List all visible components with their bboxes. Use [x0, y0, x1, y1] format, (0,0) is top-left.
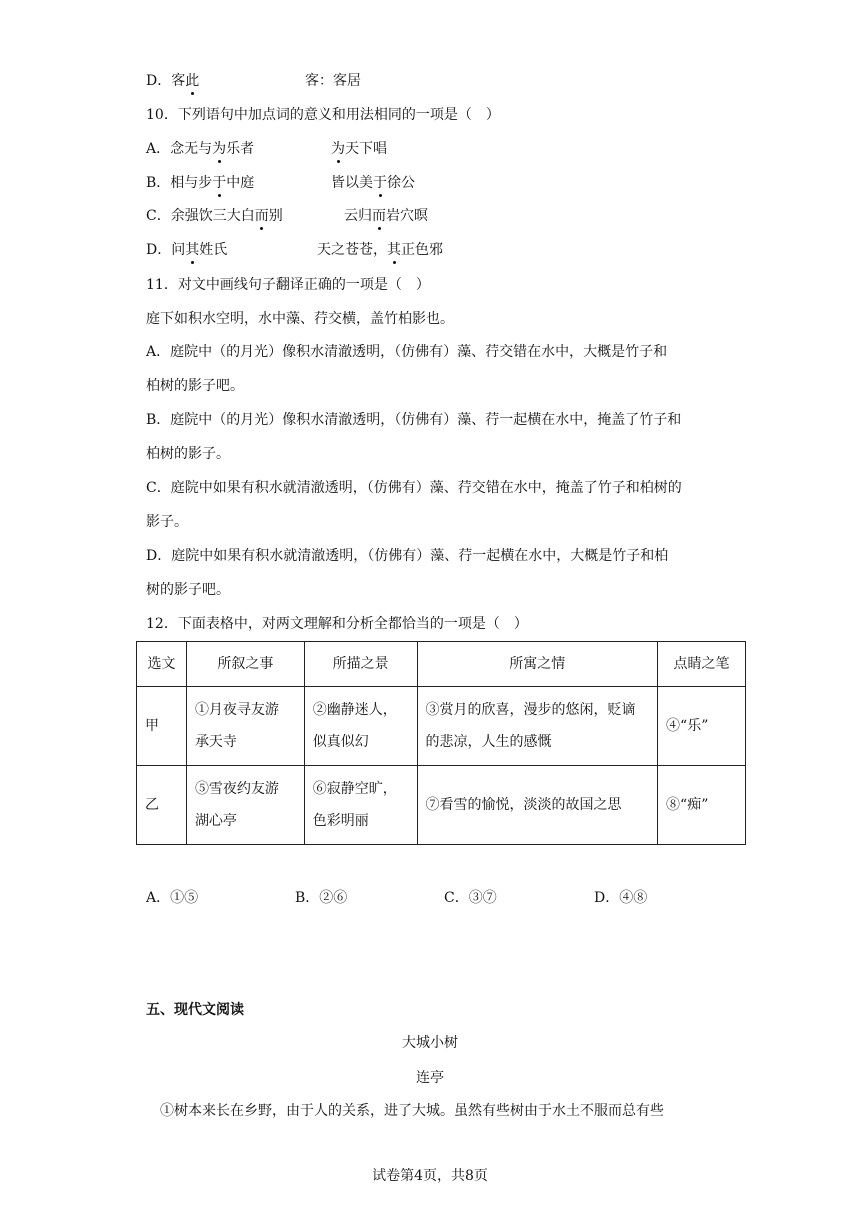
header-cell: 点睛之笔: [658, 642, 746, 687]
section-heading: 五、现代文阅读: [146, 1002, 244, 1018]
q11-option-c-line1: C．庭院中如果有积水就清澈透明，（仿佛有）藻、荇交错在水中，掩盖了竹子和柏树的: [146, 480, 682, 496]
q11-sentence: 庭下如积水空明，水中藻、荇交横，盖竹柏影也。: [146, 311, 454, 327]
article-paragraph: ①树本来长在乡野，由于人的关系，进了大城。虽然有些树由于水土不服而总有些: [160, 1103, 664, 1119]
q11-option-a-line2: 柏树的影子吧。: [146, 378, 244, 394]
q12-table: [136, 641, 746, 845]
q10-option-c-right: 云归而岩穴暝: [344, 208, 428, 224]
q11-option-a-line1: A．庭院中（的月光）像积水清澈透明，（仿佛有）藻、荇交错在水中，大概是竹子和: [146, 344, 668, 360]
q9-option-d-gloss: 客：客居: [305, 73, 361, 89]
q11-option-d-line2: 树的影子吧。: [146, 582, 230, 598]
header-cell: 所叙之事: [186, 642, 304, 687]
q11-option-d-line1: D．庭院中如果有积水就清澈透明，（仿佛有）藻、荇一起横在水中，大概是竹子和柏: [146, 548, 669, 564]
cell-selection: 甲: [137, 687, 187, 766]
page-footer: 试卷第4页，共8页: [372, 1168, 488, 1184]
q10-stem: 10．下列语句中加点词的意义和用法相同的一项是（ ）: [146, 107, 500, 123]
article-title: 大城小树: [402, 1035, 458, 1051]
q11-option-b-line1: B．庭院中（的月光）像积水清澈透明，（仿佛有）藻、荇一起横在水中，掩盖了竹子和: [146, 412, 682, 428]
q11-option-b-line2: 柏树的影子。: [146, 446, 230, 462]
q11-option-c-line2: 影子。: [146, 514, 188, 530]
q10-option-c: C．余强饮三大白而别: [146, 208, 283, 224]
cell-scene: ②幽静迷人， 似真似幻: [304, 687, 417, 766]
q12-answer-a: A．①⑤: [146, 890, 199, 906]
cell-scene: ⑥寂静空旷， 色彩明丽: [304, 766, 417, 845]
q11-stem: 11．对文中画线句子翻译正确的一项是（ ）: [146, 277, 430, 293]
q10-option-b-right: 皆以美于徐公: [331, 175, 415, 191]
table-row: [137, 766, 746, 845]
q12-stem: 12．下面表格中，对两文理解和分析全都恰当的一项是（ ）: [146, 616, 528, 632]
cell-emotion: ③赏月的欣喜，漫步的悠闲，贬谪 的悲凉，人生的感慨: [417, 687, 658, 766]
cell-key: ⑧“痴”: [658, 766, 746, 845]
header-cell: 选文: [137, 642, 187, 687]
q10-option-b: B．相与步于中庭: [146, 175, 255, 191]
header-cell: 所描之景: [304, 642, 417, 687]
table-header-row: [137, 642, 746, 687]
cell-selection: 乙: [137, 766, 187, 845]
cell-key: ④“乐”: [658, 687, 746, 766]
q12-answer-b: B．②⑥: [295, 890, 348, 906]
q10-option-a: A．念无与为乐者: [146, 141, 255, 157]
cell-event: ⑤雪夜约友游 湖心亭: [186, 766, 304, 845]
q10-option-d-right: 天之苍苍，其正色邪: [317, 242, 443, 258]
q12-answer-d: D．④⑧: [594, 890, 648, 906]
article-author: 连亭: [416, 1070, 444, 1086]
cell-emotion: ⑦看雪的愉悦，淡淡的故国之思: [417, 766, 658, 845]
q10-option-a-right: 为天下唱: [331, 141, 387, 157]
table-row: [137, 687, 746, 766]
cell-event: ①月夜寻友游 承天寺: [186, 687, 304, 766]
q9-option-d: D．客此: [146, 73, 200, 89]
q10-option-d: D．问其姓氏: [146, 242, 228, 258]
q12-answer-c: C．③⑦: [444, 890, 497, 906]
header-cell: 所寓之情: [417, 642, 658, 687]
